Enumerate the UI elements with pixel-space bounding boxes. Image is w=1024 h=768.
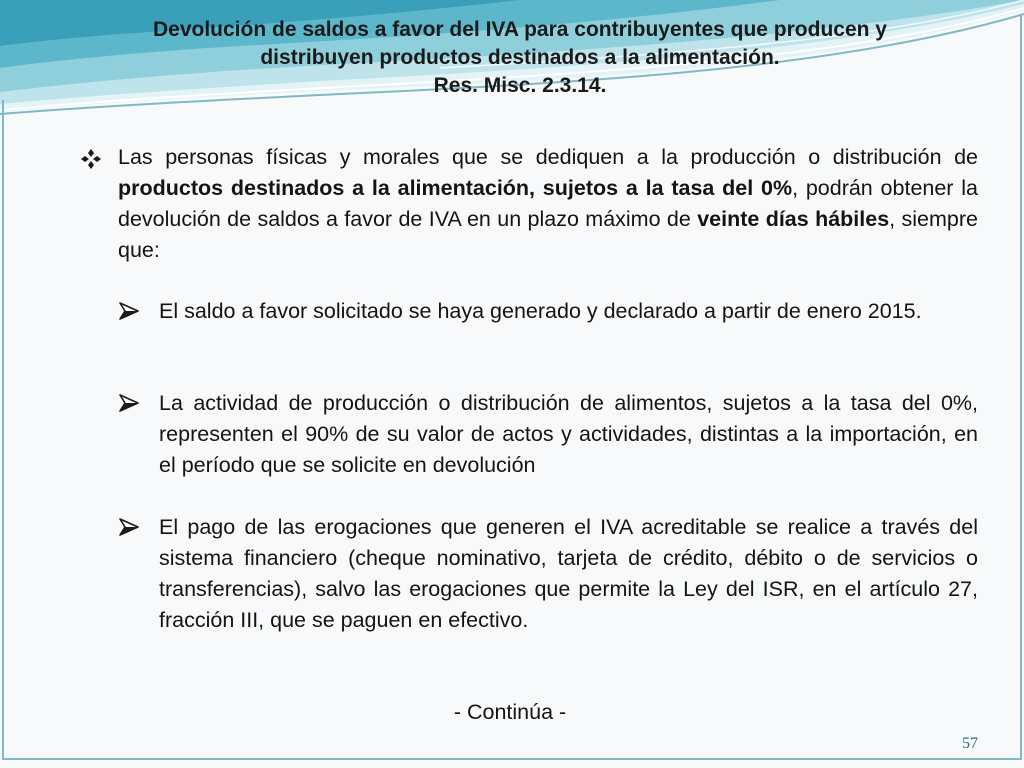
- arrow-bullet-icon: [118, 393, 140, 413]
- intro-text-part-1: Las personas físicas y morales que se dediquen a la producción o distribución de: [118, 145, 978, 169]
- frame-right-border: [1020, 14, 1022, 760]
- intro-text-part-2: , podrán obtener la devolución de saldos a favor de IVA en un plazo máximo de: [118, 176, 978, 231]
- intro-paragraph: [80, 142, 978, 266]
- arrow-bullet-icon: [118, 517, 140, 537]
- frame-left-border: [2, 100, 4, 760]
- title-line-1: Devolución de saldos a favor del IVA para contribuyentes que producen y: [152, 18, 887, 41]
- title-line-3: Res. Misc. 2.3.14.: [433, 74, 607, 97]
- list-item-text: El pago de las erogaciones que generen el IVA acreditable se realice a través del sistema financiero (cheque nominativo, tarjeta de crédito, débito o de servicios o transferencias), salvo las erogaciones que permite la Ley del ISR, en el artículo 27, fracción III, que se paguen en efectivo.: [159, 515, 978, 632]
- intro-text: [118, 142, 978, 266]
- list-item-text: La actividad de producción o distribución de alimentos, sujetos a la tasa del 0%, representen el 90% de su valor de actos y actividades, distintas a la importación, en el período que se solicite en devolución: [159, 391, 978, 477]
- list-item: [118, 388, 978, 481]
- slide-title: [80, 16, 960, 100]
- list-item: [118, 512, 978, 636]
- intro-text-part-3: , siempre que:: [118, 207, 978, 262]
- diamond-bullet-icon: [80, 148, 102, 170]
- intro-bold-days: veinte días hábiles: [697, 207, 890, 231]
- continues-label: - Continúa -: [453, 700, 567, 724]
- frame-bottom-border: [2, 758, 1022, 760]
- page-number: 57: [962, 735, 978, 752]
- list-item: [118, 296, 978, 327]
- intro-bold-products: productos destinados a la alimentación, sujetos a la tasa del 0%: [118, 176, 793, 200]
- arrow-bullet-icon: [118, 301, 140, 321]
- list-item-text: El saldo a favor solicitado se haya generado y declarado a partir de enero 2015.: [159, 299, 922, 323]
- title-line-2: distribuyen productos destinados a la alimentación.: [260, 46, 780, 69]
